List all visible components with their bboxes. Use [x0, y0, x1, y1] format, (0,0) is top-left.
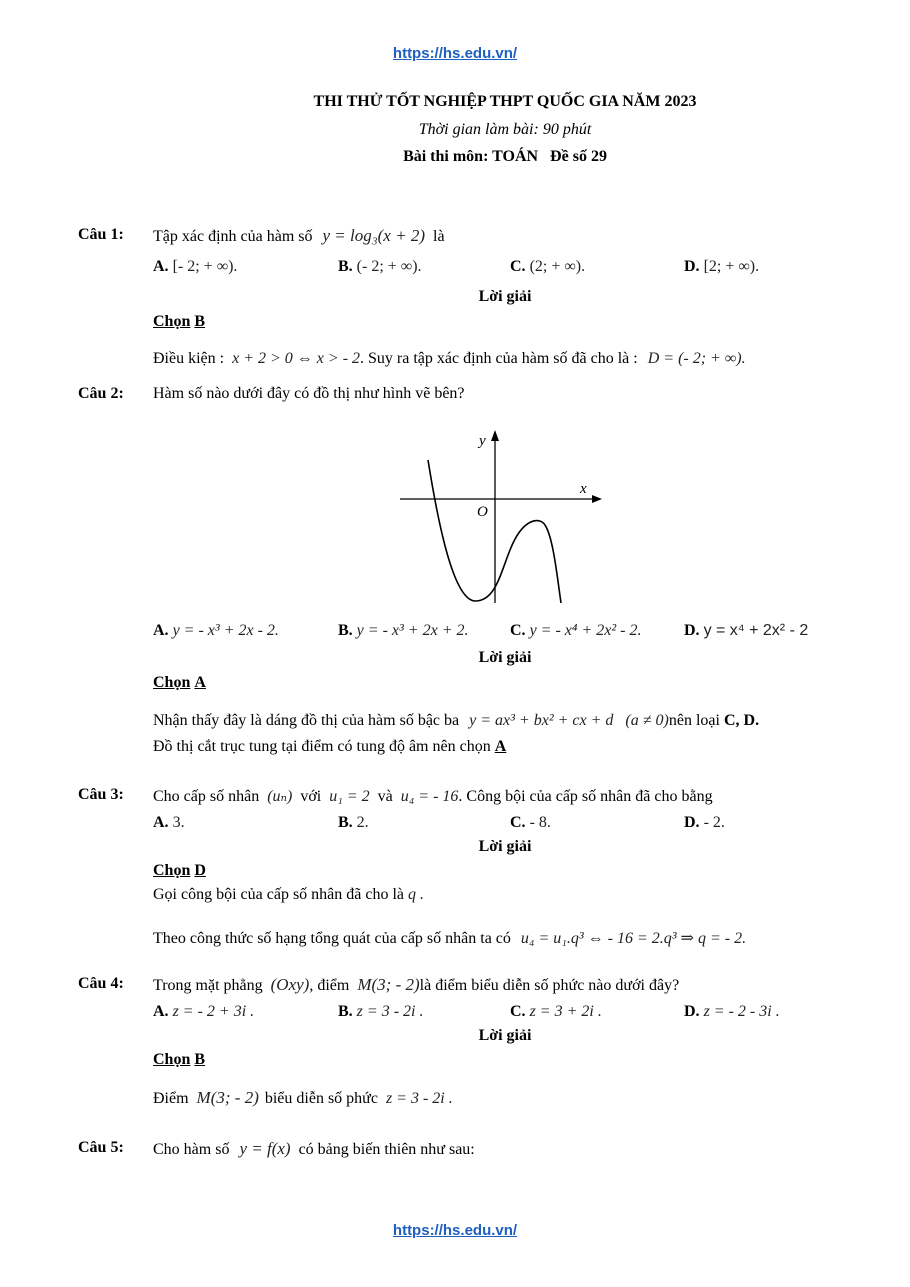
q4-choice: Chọn B: [153, 1051, 206, 1068]
question-2-label: Câu 2:: [78, 385, 124, 402]
footer-link[interactable]: https://hs.edu.vn/: [392, 1222, 518, 1239]
origin-label: O: [477, 504, 488, 520]
q3-solution-line-1: Gọi công bội của cấp số nhân đã cho là q .: [153, 886, 425, 903]
q4-solution-text: Điểm M(3; - 2) biểu diễn số phức z = 3 - 2i .: [153, 1088, 453, 1107]
q1-option-c: C. (2; + ∞).: [510, 258, 586, 275]
question-1-label: Câu 1:: [78, 226, 124, 243]
q2-solution-heading: Lời giải: [478, 649, 532, 666]
q2-solution-line-2: Đồ thị cắt trục tung tại điểm có tung độ âm nên chọn A: [153, 738, 507, 755]
question-3-label: Câu 3:: [78, 786, 124, 803]
exam-title: THI THỬ TỐT NGHIỆP THPT QUỐC GIA NĂM 2023: [313, 93, 697, 110]
q2-option-a: A. y = - x³ + 2x - 2.: [153, 622, 279, 639]
q2-choice: Chọn A: [153, 674, 206, 691]
q4-option-a: A. z = - 2 + 3i .: [153, 1003, 255, 1020]
question-4-text: Trong mặt phẳng (Oxy), điểm M(3; - 2)là điểm biểu diễn số phức nào dưới đây?: [153, 975, 680, 994]
q4-option-c: C. z = 3 + 2i .: [510, 1003, 602, 1020]
exam-subject: Bài thi môn: TOÁN Đề số 29: [403, 148, 607, 165]
q1-solution-heading: Lời giải: [478, 288, 532, 305]
question-2-text: Hàm số nào dưới đây có đồ thị như hình vẽ bên?: [153, 385, 465, 402]
y-axis-label: y: [479, 433, 486, 449]
q3-option-d: D. - 2.: [684, 814, 725, 831]
q1-choice: Chọn B: [153, 313, 206, 330]
q3-option-c: C. - 8.: [510, 814, 551, 831]
q1-option-d: D. [2; + ∞).: [684, 258, 760, 275]
q2-option-b: B. y = - x³ + 2x + 2.: [338, 622, 469, 639]
q1-option-a: A. [- 2; + ∞).: [153, 258, 238, 275]
q4-solution-heading: Lời giải: [478, 1027, 532, 1044]
q3-option-b: B. 2.: [338, 814, 369, 831]
q3-solution-heading: Lời giải: [478, 838, 532, 855]
q3-choice: Chọn D: [153, 862, 206, 879]
q3-option-a: A. 3.: [153, 814, 185, 831]
x-axis-arrow: [592, 495, 602, 503]
x-axis-label: x: [580, 481, 587, 497]
q1-solution-text: Điều kiện : x + 2 > 0 ⇔ x > - 2. Suy ra tập xác định của hàm số đã cho là : D = (- 2; + ∞).: [153, 350, 746, 367]
question-4-label: Câu 4:: [78, 975, 124, 992]
question-1-formula: y = log₃(x + 2): [322, 226, 425, 245]
header-link[interactable]: https://hs.edu.vn/: [392, 45, 518, 62]
cubic-graph: [395, 425, 610, 610]
q4-option-d: D. z = - 2 - 3i .: [684, 1003, 780, 1020]
question-1-text: Tập xác định của hàm số y = log₃(x + 2) là: [153, 226, 445, 245]
exam-duration: Thời gian làm bài: 90 phút: [418, 121, 592, 138]
question-3-text: Cho cấp số nhân (uₙ) với u₁ = 2 và u₄ = - 16. Công bội của cấp số nhân đã cho bằng: [153, 788, 713, 805]
question-5-label: Câu 5:: [78, 1139, 124, 1156]
q2-solution-line-1: Nhận thấy đây là dáng đồ thị của hàm số bậc ba y = ax³ + bx² + cx + d (a ≠ 0)nên loại C, D.: [153, 712, 760, 729]
question-5-text: Cho hàm số y = f(x) có bảng biến thiên như sau:: [153, 1139, 475, 1158]
q2-option-c: C. y = - x⁴ + 2x² - 2.: [510, 622, 642, 639]
q4-option-b: B. z = 3 - 2i .: [338, 1003, 424, 1020]
q1-option-b: B. (- 2; + ∞).: [338, 258, 422, 275]
q3-solution-line-2: Theo công thức số hạng tổng quát của cấp số nhân ta có u₄ = u₁.q³ ⇔ - 16 = 2.q³ ⇒ q = - 2.: [153, 930, 747, 947]
q2-option-d: D. y = x⁴ + 2x² - 2: [684, 622, 809, 639]
y-axis-arrow: [491, 430, 499, 441]
